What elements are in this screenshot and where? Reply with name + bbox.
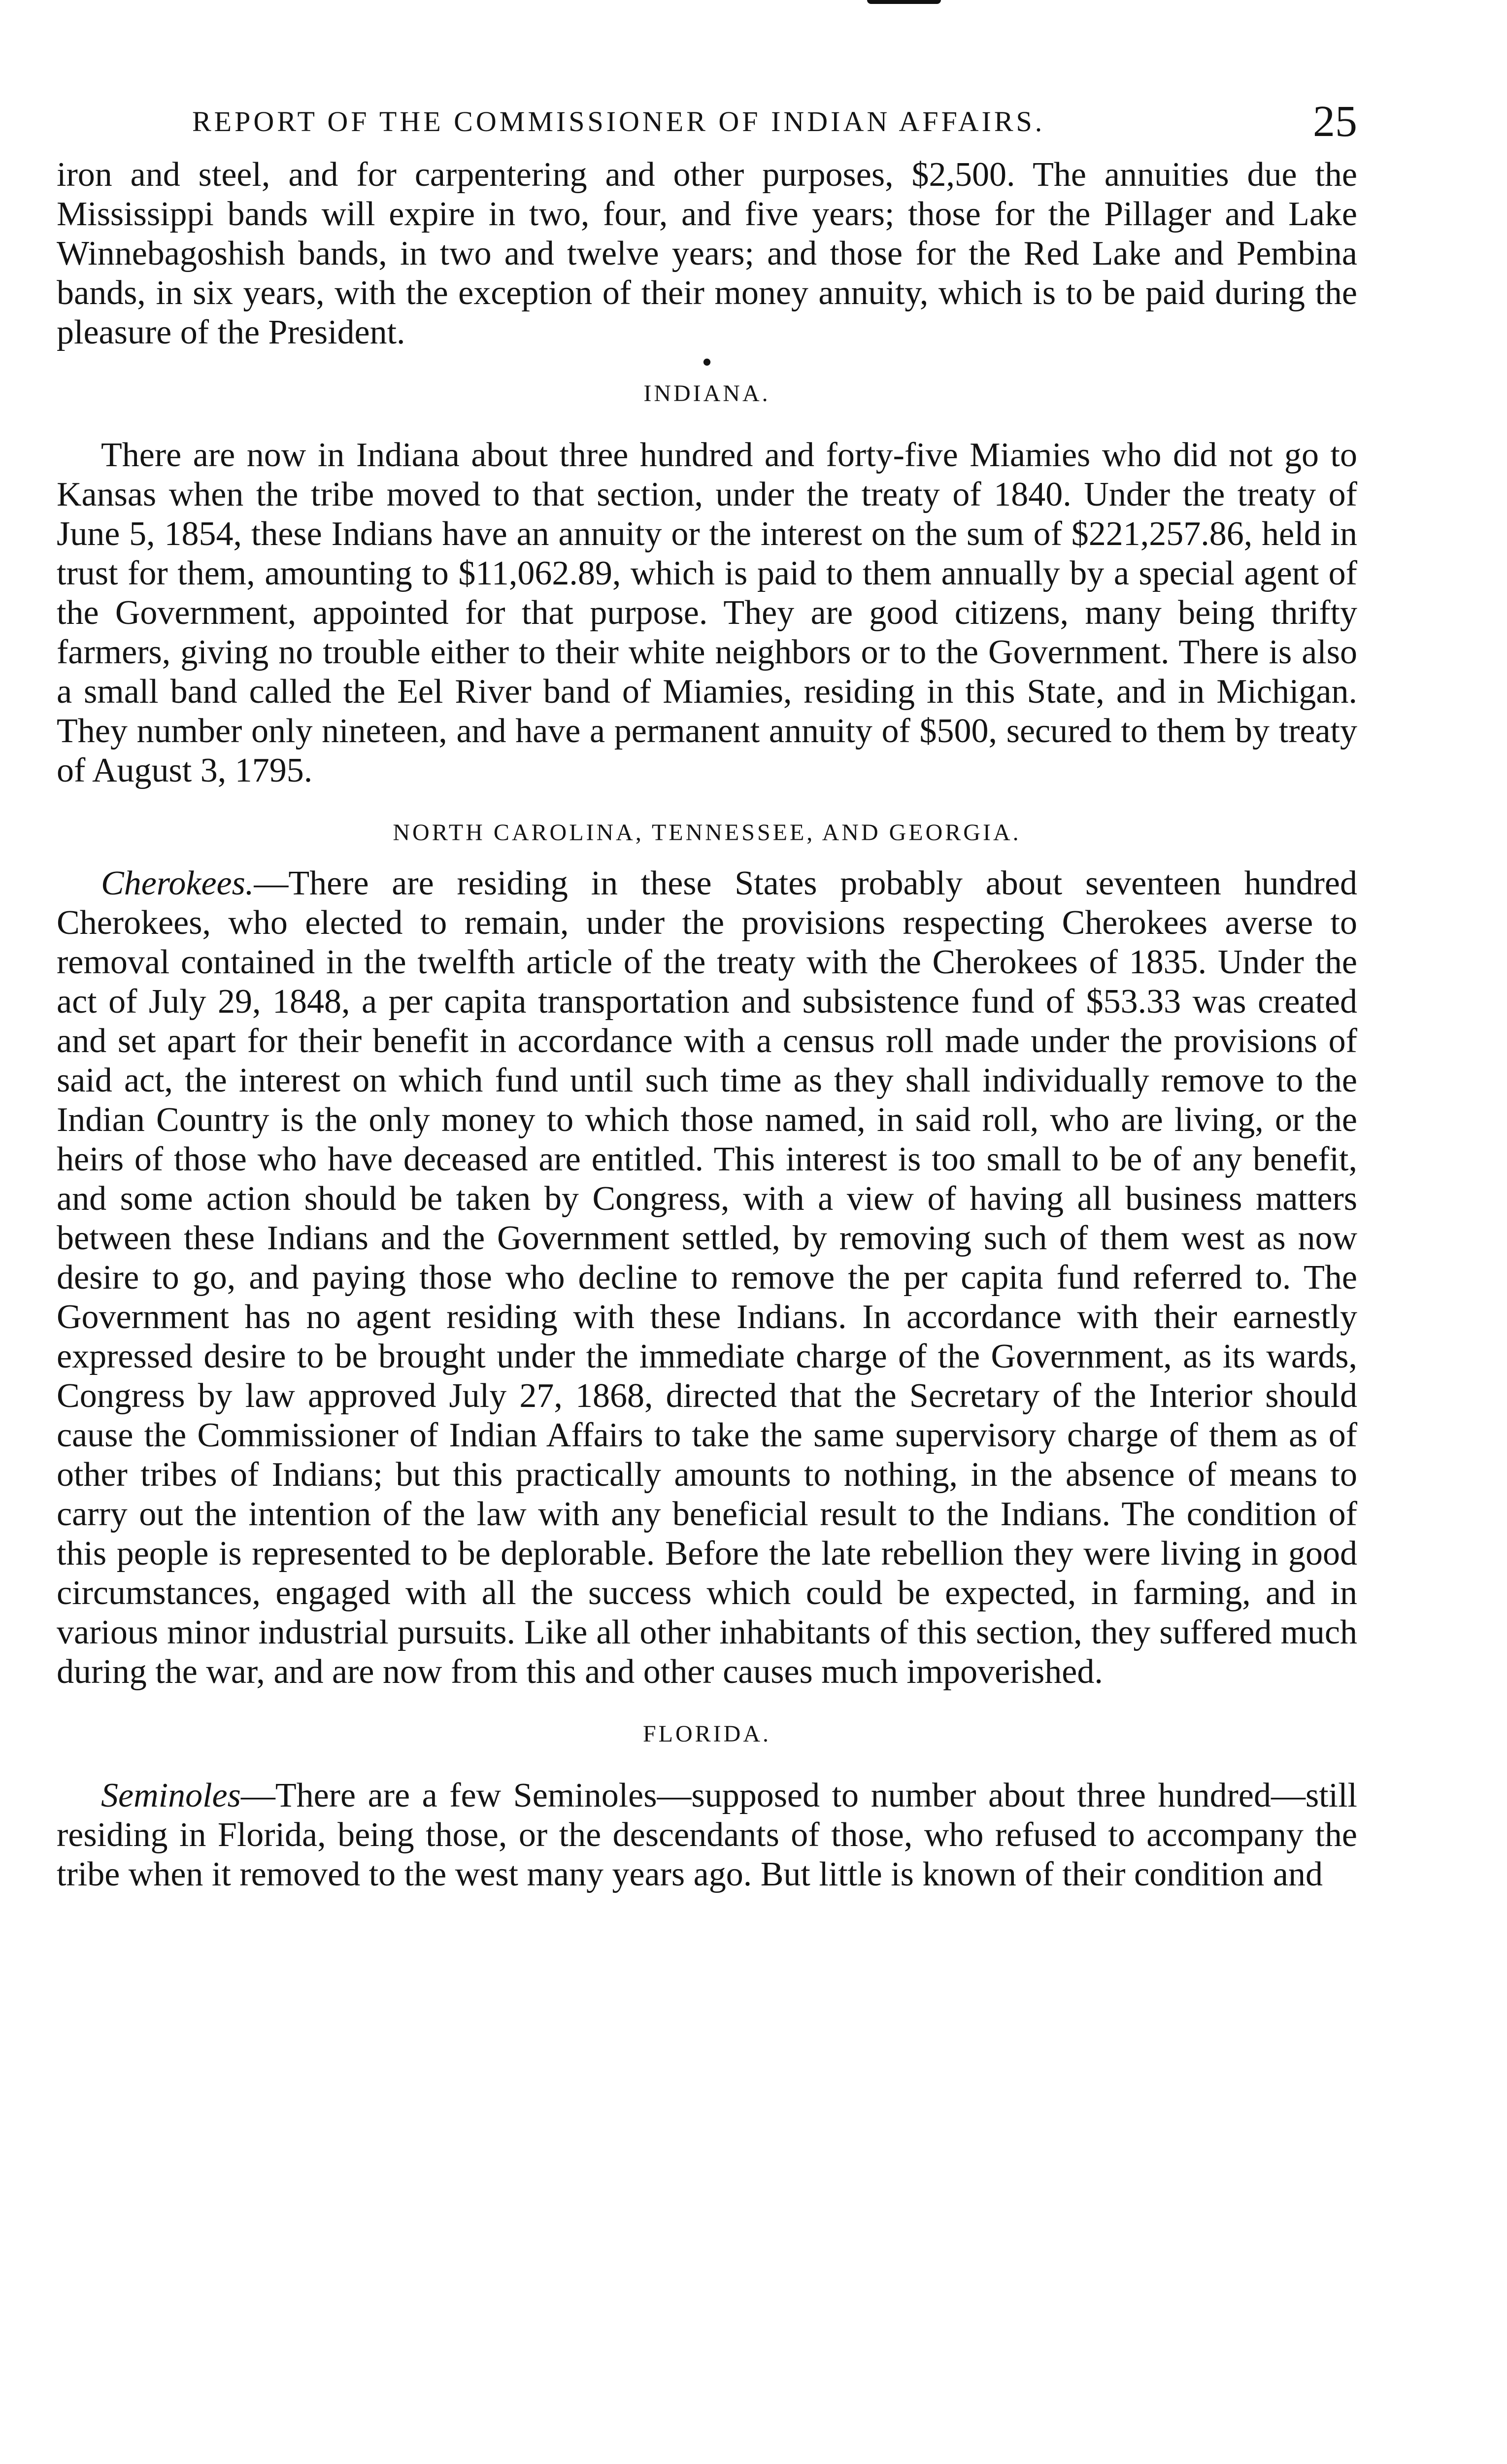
cherokees-paragraph (57, 864, 1357, 1692)
running-title: REPORT OF THE COMMISSIONER OF INDIAN AFFAIRS. (192, 105, 1045, 137)
carolina-heading: NORTH CAROLINA, TENNESSEE, AND GEORGIA. (393, 820, 1021, 846)
scan-edge-mark (867, 0, 941, 4)
document-page (57, 96, 1357, 1894)
cherokees-lead: Cherokees. (101, 864, 254, 902)
running-header (57, 96, 1357, 155)
intro-paragraph: iron and steel, and for carpentering and other purposes, $2,500. The annuities due the Mississippi bands will expire in two, four, and five years; those for the Pillager and Lake Winnebagoshish bands, in two and twelve years; and those for the Red Lake and Pembina bands, in six years, with the exception of their money annuity, which is to be paid during the pleasure of the President. (57, 156, 1357, 351)
page-number: 25 (1313, 97, 1357, 146)
stray-dot-mark: • (702, 346, 712, 378)
cherokees-text: —There are residing in these States probably about seventeen hundred Cherokees, who elected to remain, under the provisions respecting Cherokees averse to removal contained in the twelfth article of the treaty with the Cherokees of 1835. Under the act of July 29, 1848, a per capita transportation and subsistence fund of $53.33 was created and set apart for their benefit in accordance with a census roll made under the provisions of said act, the interest on which fund until such time as they shall individually remove to the Indian Country is the only money to which those named, in said roll, who are living, or the heirs of those who have deceased are entitled. This interest is too small to be of any benefit, and some action should be taken by Congress, with a view of having all business matters between these Indians and the Government settled, by removing such of them west as now desire to go, and paying those who decline to remove the per capita fund referred to. The Government has no agent residing with these Indians. In accordance with their earnestly expressed desire to be brought under the immediate charge of the Government, as its wards, Congress by law approved July 27, 1868, directed that the Secretary of the Interior should cause the Commissioner of Indian Affairs to take the same supervisory charge of them as of other tribes of Indians; but this practically amounts to nothing, in the absence of means to carry out the intention of the law with any beneficial result to the Indians. The condition of this people is represented to be deplorable. Before the late rebellion they were living in good circumstances, engaged with all the success which could be expected, in farming, and in various minor industrial pursuits. Like all other inhabitants of this section, they suffered much during the war, and are now from this and other causes much impoverished. (57, 864, 1357, 1691)
florida-heading: FLORIDA. (642, 1721, 771, 1747)
indiana-heading: INDIANA. (643, 380, 770, 407)
seminoles-lead: Seminoles (101, 1777, 241, 1814)
seminoles-paragraph (57, 1776, 1357, 1894)
seminoles-text: —There are a few Seminoles—supposed to number about three hundred—still residing in Florida, being those, or the descendants of those, who refused to accompany the tribe when it removed to the west many years ago. But little is known of their condition and (57, 1777, 1357, 1893)
indiana-paragraph: There are now in Indiana about three hundred and forty-five Miamies who did not go to Kansas when the tribe moved to that section, under the treaty of 1840. Under the treaty of June 5, 1854, these Indians have an annuity or the interest on the sum of $221,257.86, held in trust for them, amounting to $11,062.89, which is paid to them annually by a special agent of the Government, appointed for that purpose. They are good citizens, many being thrifty farmers, giving no trouble either to their white neighbors or to the Government. There is also a small band called the Eel River band of Miamies, residing in this State, and in Michigan. They number only nineteen, and have a permanent annuity of $500, secured to them by treaty of August 3, 1795. (57, 436, 1357, 789)
